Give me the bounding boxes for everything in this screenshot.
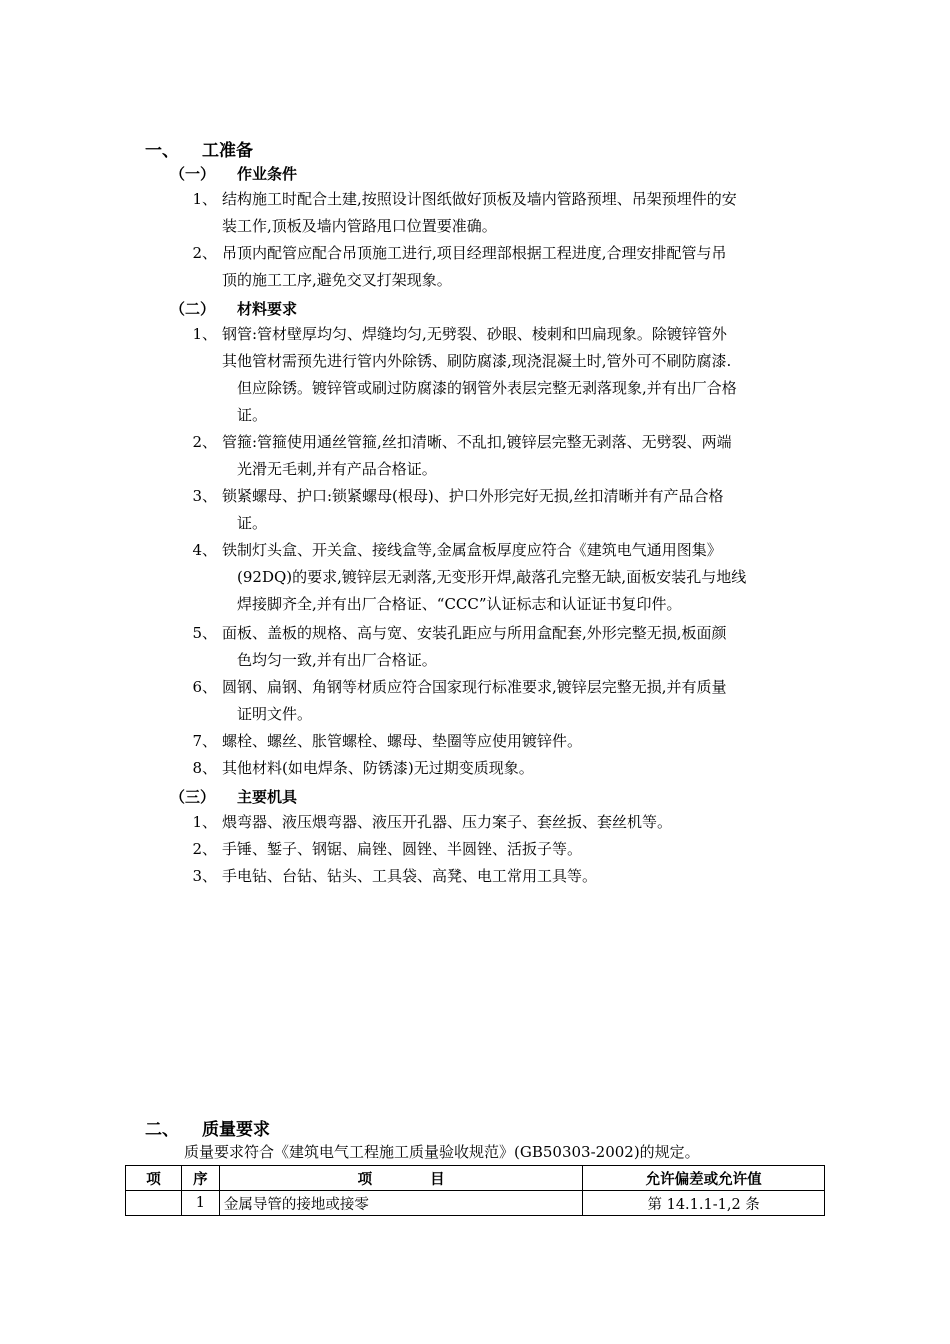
list-item-line: 圆钢、扁钢、角钢等材质应符合国家现行标准要求,镀锌层完整无损,并有质量 (222, 678, 727, 696)
table-header-row (126, 1166, 825, 1191)
table-header: 项 (126, 1166, 182, 1191)
list-number: 1、 (192, 325, 217, 343)
list-item-line: 煨弯器、液压煨弯器、液压开孔器、压力案子、套丝扳、套丝机等。 (222, 813, 673, 831)
list-number: 4、 (192, 541, 217, 559)
list-item-line: 但应除锈。镀锌管或刷过防腐漆的钢管外表层完整无剥落现象,并有出厂合格 (237, 379, 737, 397)
table-cell (126, 1191, 182, 1216)
table-row (126, 1191, 825, 1216)
subsection-number: （一） (170, 165, 216, 183)
table-header: 项 目 (219, 1166, 582, 1191)
list-item-line: 面板、盖板的规格、高与宽、安装孔距应与所用盒配套,外形完整无损,板面颜 (222, 624, 727, 642)
list-item-line: 手电钻、台钻、钻头、工具袋、高凳、电工常用工具等。 (222, 867, 598, 885)
list-number: 5、 (192, 624, 217, 642)
list-item-line: 色均匀一致,并有出厂合格证。 (237, 651, 437, 669)
subsection-title: 材料要求 (237, 300, 298, 318)
section-number: 二、 (145, 1120, 179, 1140)
list-item-line: 装工作,顶板及墙内管路甩口位置要准确。 (222, 217, 497, 235)
list-number: 7、 (192, 732, 217, 750)
list-number: 1、 (192, 813, 217, 831)
list-number: 6、 (192, 678, 217, 696)
list-number: 3、 (192, 867, 217, 885)
list-item-line: 铁制灯头盒、开关盒、接线盒等,金属盒板厚度应符合《建筑电气通用图集》 (222, 541, 722, 559)
quality-table (125, 1165, 825, 1216)
list-item-line: 证明文件。 (237, 705, 313, 723)
subsection-title: 主要机具 (237, 788, 298, 806)
list-item-line: 焊接脚齐全,并有出厂合格证、“CCC”认证标志和认证证书复印件。 (237, 595, 682, 613)
list-item-line: 螺栓、螺丝、胀管螺栓、螺母、垫圈等应使用镀锌件。 (222, 732, 583, 750)
list-item-line: 钢管:管材壁厚均匀、焊缝均匀,无劈裂、砂眼、棱刺和凹扁现象。除镀锌管外 (222, 325, 727, 343)
table-cell: 金属导管的接地或接零 (219, 1191, 582, 1216)
section-number: 一、 (145, 141, 179, 161)
list-item-line: (92DQ)的要求,镀锌层无剥落,无变形开焊,敲落孔完整无缺,面板安装孔与地线 (237, 568, 747, 586)
list-item-line: 结构施工时配合土建,按照设计图纸做好顶板及墙内管路预埋、吊架预埋件的安 (222, 190, 737, 208)
subsection-number: （二） (170, 300, 216, 318)
list-number: 2、 (192, 840, 217, 858)
section-intro: 质量要求符合《建筑电气工程施工质量验收规范》(GB50303-2002)的规定。 (184, 1143, 700, 1161)
list-number: 8、 (192, 759, 217, 777)
list-item-line: 吊顶内配管应配合吊顶施工进行,项目经理部根据工程进度,合理安排配管与吊 (222, 244, 727, 262)
section-title: 工准备 (202, 141, 253, 161)
table-header: 允许偏差或允许值 (583, 1166, 825, 1191)
table-cell: 1 (181, 1191, 219, 1216)
list-item-line: 锁紧螺母、护口:锁紧螺母(根母)、护口外形完好无损,丝扣清晰并有产品合格 (222, 487, 724, 505)
list-item-line: 手锤、錾子、钢锯、扁锉、圆锉、半圆锉、活扳子等。 (222, 840, 583, 858)
list-item-line: 光滑无毛刺,并有产品合格证。 (237, 460, 437, 478)
list-item-line: 证。 (237, 514, 268, 532)
table-header: 序 (181, 1166, 219, 1191)
list-item-line: 顶的施工工序,避免交叉打架现象。 (222, 271, 452, 289)
subsection-title: 作业条件 (237, 165, 298, 183)
list-number: 1、 (192, 190, 217, 208)
list-number: 3、 (192, 487, 217, 505)
list-item-line: 证。 (237, 406, 268, 424)
table-cell: 第 14.1.1-1,2 条 (583, 1191, 825, 1216)
list-number: 2、 (192, 433, 217, 451)
list-number: 2、 (192, 244, 217, 262)
list-item-line: 管箍:管箍使用通丝管箍,丝扣清晰、不乱扣,镀锌层完整无剥落、无劈裂、两端 (222, 433, 732, 451)
list-item-line: 其他材料(如电焊条、防锈漆)无过期变质现象。 (222, 759, 534, 777)
list-item-line: 其他管材需预先进行管内外除锈、刷防腐漆,现浇混凝土时,管外可不刷防腐漆. (222, 352, 732, 370)
section-title: 质量要求 (202, 1120, 270, 1140)
subsection-number: （三） (170, 788, 216, 806)
